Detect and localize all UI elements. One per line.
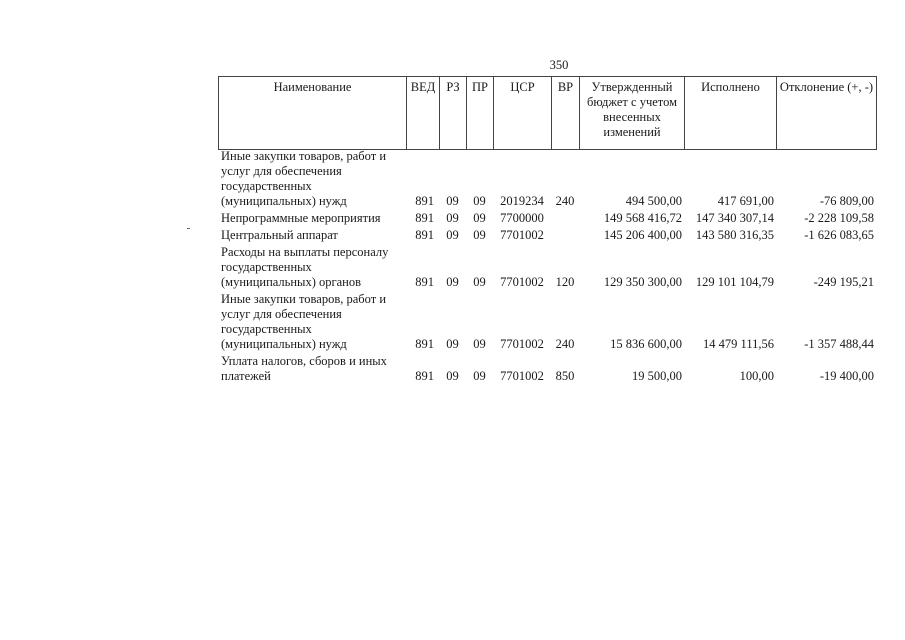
row-ved: 891: [415, 228, 434, 242]
row-name: Иные закупки товаров, работ и услуг для обеспечения государственных (муниципальных) нужд: [221, 292, 387, 351]
table-row: [218, 354, 876, 386]
row-csr: 7701002: [500, 337, 544, 351]
row-name: Уплата налогов, сборов и иных платежей: [221, 354, 387, 383]
row-pr: 09: [473, 337, 486, 351]
row-approved: 19 500,00: [632, 369, 682, 383]
row-approved: 129 350 300,00: [603, 275, 682, 289]
row-csr: 7700000: [500, 211, 544, 225]
row-ved: 891: [415, 211, 434, 225]
row-pr: 09: [473, 194, 486, 208]
row-name: Центральный аппарат: [221, 228, 338, 242]
header-executed: Исполнено: [685, 77, 777, 150]
row-pr: 09: [473, 369, 486, 383]
row-csr: 7701002: [500, 369, 544, 383]
row-deviation: -2 228 109,58: [804, 211, 874, 225]
row-csr: 7701002: [500, 275, 544, 289]
row-approved: 15 836 600,00: [610, 337, 682, 351]
table-header: [218, 76, 877, 150]
row-name: Иные закупки товаров, работ и услуг для обеспечения государственных (муниципальных) нужд: [221, 149, 387, 208]
row-rz: 09: [446, 194, 459, 208]
row-executed: 143 580 316,35: [695, 228, 774, 242]
header-ved: ВЕД: [407, 77, 440, 150]
row-pr: 09: [473, 228, 486, 242]
table-row: [218, 211, 876, 228]
row-csr: 7701002: [500, 228, 544, 242]
header-csr: ЦСР: [494, 77, 552, 150]
row-name: Непрограммные мероприятия: [221, 211, 381, 225]
row-rz: 09: [446, 211, 459, 225]
row-rz: 09: [446, 275, 459, 289]
page-number: 350: [549, 58, 569, 72]
budget-table: [218, 149, 876, 386]
header-vr: ВР: [552, 77, 580, 150]
row-ved: 891: [415, 369, 434, 383]
header-name: Наименование: [219, 77, 407, 150]
row-vr: [551, 211, 579, 228]
row-deviation: -249 195,21: [813, 275, 874, 289]
header-pr: ПР: [467, 77, 494, 150]
row-approved: 149 568 416,72: [603, 211, 682, 225]
margin-mark: [187, 228, 190, 229]
header-rz: РЗ: [440, 77, 467, 150]
row-executed: 417 691,00: [717, 194, 774, 208]
header-deviation: Отклонение (+, -): [777, 77, 877, 150]
row-pr: 09: [473, 211, 486, 225]
row-vr: 120: [555, 275, 575, 289]
table-row: [218, 292, 876, 354]
row-rz: 09: [446, 337, 459, 351]
row-ved: 891: [415, 194, 434, 208]
row-approved: 494 500,00: [625, 194, 682, 208]
row-executed: 100,00: [739, 369, 774, 383]
row-rz: 09: [446, 228, 459, 242]
table-row: [218, 149, 876, 211]
table-row: [218, 245, 876, 292]
row-executed: 129 101 104,79: [695, 275, 774, 289]
row-pr: 09: [473, 275, 486, 289]
row-executed: 14 479 111,56: [703, 337, 774, 351]
row-deviation: -76 809,00: [819, 194, 874, 208]
row-deviation: -1 357 488,44: [804, 337, 874, 351]
row-rz: 09: [446, 369, 459, 383]
row-ved: 891: [415, 337, 434, 351]
row-executed: 147 340 307,14: [695, 211, 774, 225]
row-vr: 850: [555, 369, 575, 383]
table-row: [218, 228, 876, 245]
row-csr: 2019234: [500, 194, 544, 208]
row-deviation: -1 626 083,65: [804, 228, 874, 242]
row-deviation: -19 400,00: [819, 369, 874, 383]
row-vr: 240: [555, 337, 575, 351]
header-approved: Утвержденный бюджет с учетом внесенных изменений: [580, 77, 685, 150]
row-approved: 145 206 400,00: [603, 228, 682, 242]
row-vr: 240: [555, 194, 575, 208]
row-name: Расходы на выплаты персоналу государственных (муниципальных) органов: [221, 245, 389, 289]
row-vr: [551, 228, 579, 245]
row-ved: 891: [415, 275, 434, 289]
